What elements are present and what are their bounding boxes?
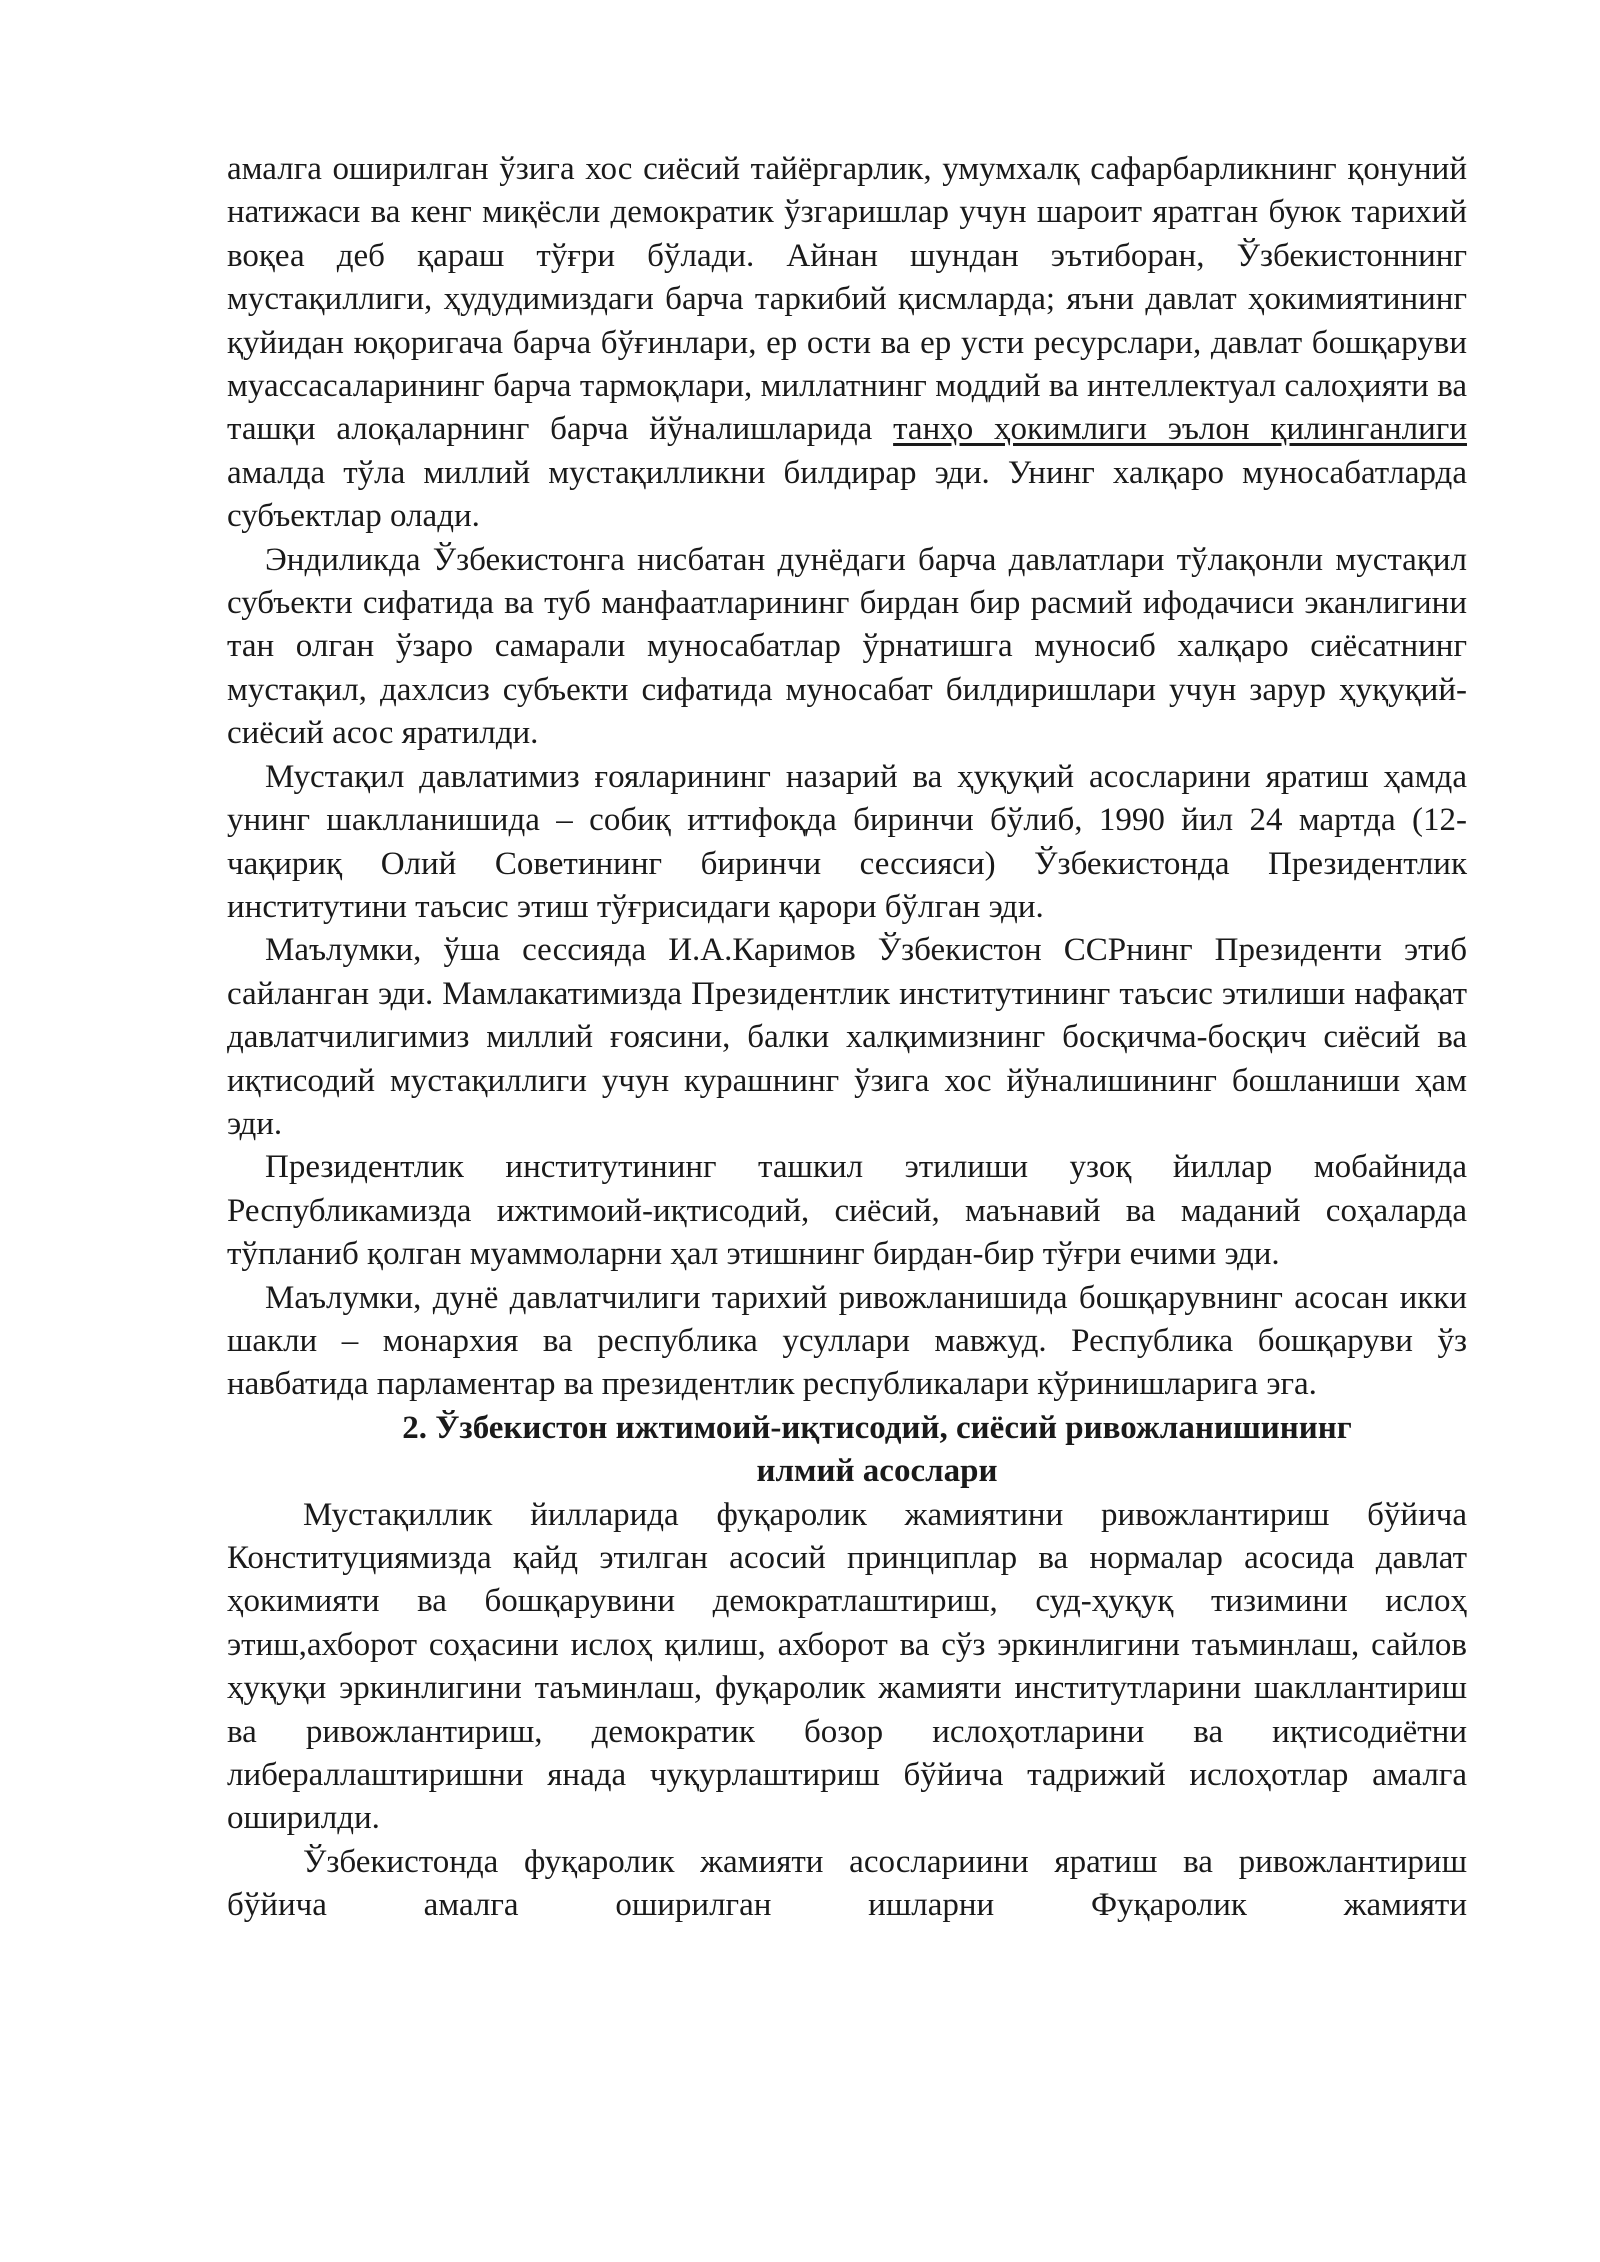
document-page	[227, 148, 1467, 1928]
paragraph-text: амалга оширилган ўзига хос сиёсий тайёргарлик, умумхалқ сафарбарликнинг қонуний натижаси ва кенг миқёсли демократик ўзгаришлар учун шароит яратган буюк тарихий воқеа деб қараш тўғри бўлади. Айнан шундан эътиборан, Ўзбекистоннинг мустақиллиги, ҳудудимиздаги барча таркибий қисмларда; яъни давлат ҳокимиятининг қуйидан юқоригача барча бўғинлари, ер ости ва ер усти ресурслари, давлат бошқаруви муассасаларининг барча тармоқлари, миллатнинг моддий ва интеллектуал салоҳияти ва ташқи алоқаларнинг барча йўналишларида	[227, 151, 1467, 448]
paragraph-text: амалда тўла миллий мустақилликни билдирар эди. Унинг халқаро муносабатларда субъектлар олади.	[227, 454, 1467, 535]
paragraph-independence	[227, 148, 1467, 539]
section-heading	[227, 1407, 1467, 1494]
paragraph-forms-of-government: Маълумки, дунё давлатчилиги тарихий ривожланишида бошқарувнинг асосан икки шакли – монархия ва республика усуллари мавжуд. Республика бошқаруви ўз навбатида парламентар ва президентлик республикалари кўринишларига эга.	[227, 1279, 1467, 1403]
section-heading-line-1: 2. Ўзбекистон ижтимоий-иқтисодий, сиёсий ривожланишининг	[402, 1409, 1352, 1446]
paragraph-civil-society-reforms: Мустақиллик йилларида фуқаролик жамиятини ривожлантириш бўйича Конституциямизда қайд этилган асосий принциплар ва нормалар асосида давлат ҳокимияти ва бошқарувини демократлаштириш, суд-ҳуқуқ тизимини ислоҳ этиш,ахборот соҳасини ислоҳ қилиш, ахборот ва сўз эркинлигини таъминлаш, сайлов ҳуқуқи эркинлигини таъминлаш, фуқаролик жамияти институтларини шакллантириш ва ривожлантириш, демократик бозор ислоҳотларини ва иқтисодиётни либераллаштиришни янада чуқурлаштириш бўйича тадрижий ислоҳотлар амалга оширилди.	[227, 1496, 1467, 1837]
paragraph-civil-society-foundations: Ўзбекистонда фуқаролик жамияти асослариини яратиш ва ривожлантириш бўйича амалга оширилган ишларни Фуқаролик жамияти	[227, 1843, 1467, 1924]
paragraph-karimov-election: Маълумки, ўша сессияда И.А.Каримов Ўзбекистон ССРнинг Президенти этиб сайланган эди. Мамлакатимизда Президентлик институтининг таъсис этилиши нафақат давлатчилигимиз миллий ғоясини, балки халқимизнинг босқичма-босқич сиёсий ва иқтисодий мустақиллиги учун курашнинг ўзига хос йўналишининг бошланиши ҳам эди.	[227, 932, 1467, 1142]
paragraph-international-recognition: Эндиликда Ўзбекистонга нисбатан дунёдаги барча давлатлари тўлақонли мустақил субъекти сифатида ва туб манфаатларининг бирдан бир расмий ифодачиси эканлигини тан олган ўзаро самарали муносабатлар ўрнатишга муносиб халқаро сиёсатнинг мустақил, дахлсиз субъекти сифатида муносабат билдиришлари учун зарур ҳуқуқий-сиёсий асос яратилди.	[227, 541, 1467, 752]
section-heading-line-2: илмий асослари	[756, 1453, 998, 1490]
underlined-phrase: танҳо ҳокимлиги эълон қилинганлиги	[893, 411, 1467, 448]
paragraph-presidency-founding: Мустақил давлатимиз ғояларининг назарий ва ҳуқуқий асосларини яратиш ҳамда унинг шаклланишида – собиқ иттифоқда биринчи бўлиб, 1990 йил 24 мартда (12-чақириқ Олий Советининг биринчи сессияси) Ўзбекистонда Президентлик институтини таъсис этиш тўғрисидаги қарори бўлган эди.	[227, 758, 1467, 925]
paragraph-presidency-purpose: Президентлик институтининг ташкил этилиши узоқ йиллар мобайнида Республикамизда ижтимоий-иқтисодий, сиёсий, маънавий ва маданий соҳаларда тўпланиб қолган муаммоларни ҳал этишнинг бирдан-бир тўғри ечими эди.	[227, 1149, 1467, 1273]
